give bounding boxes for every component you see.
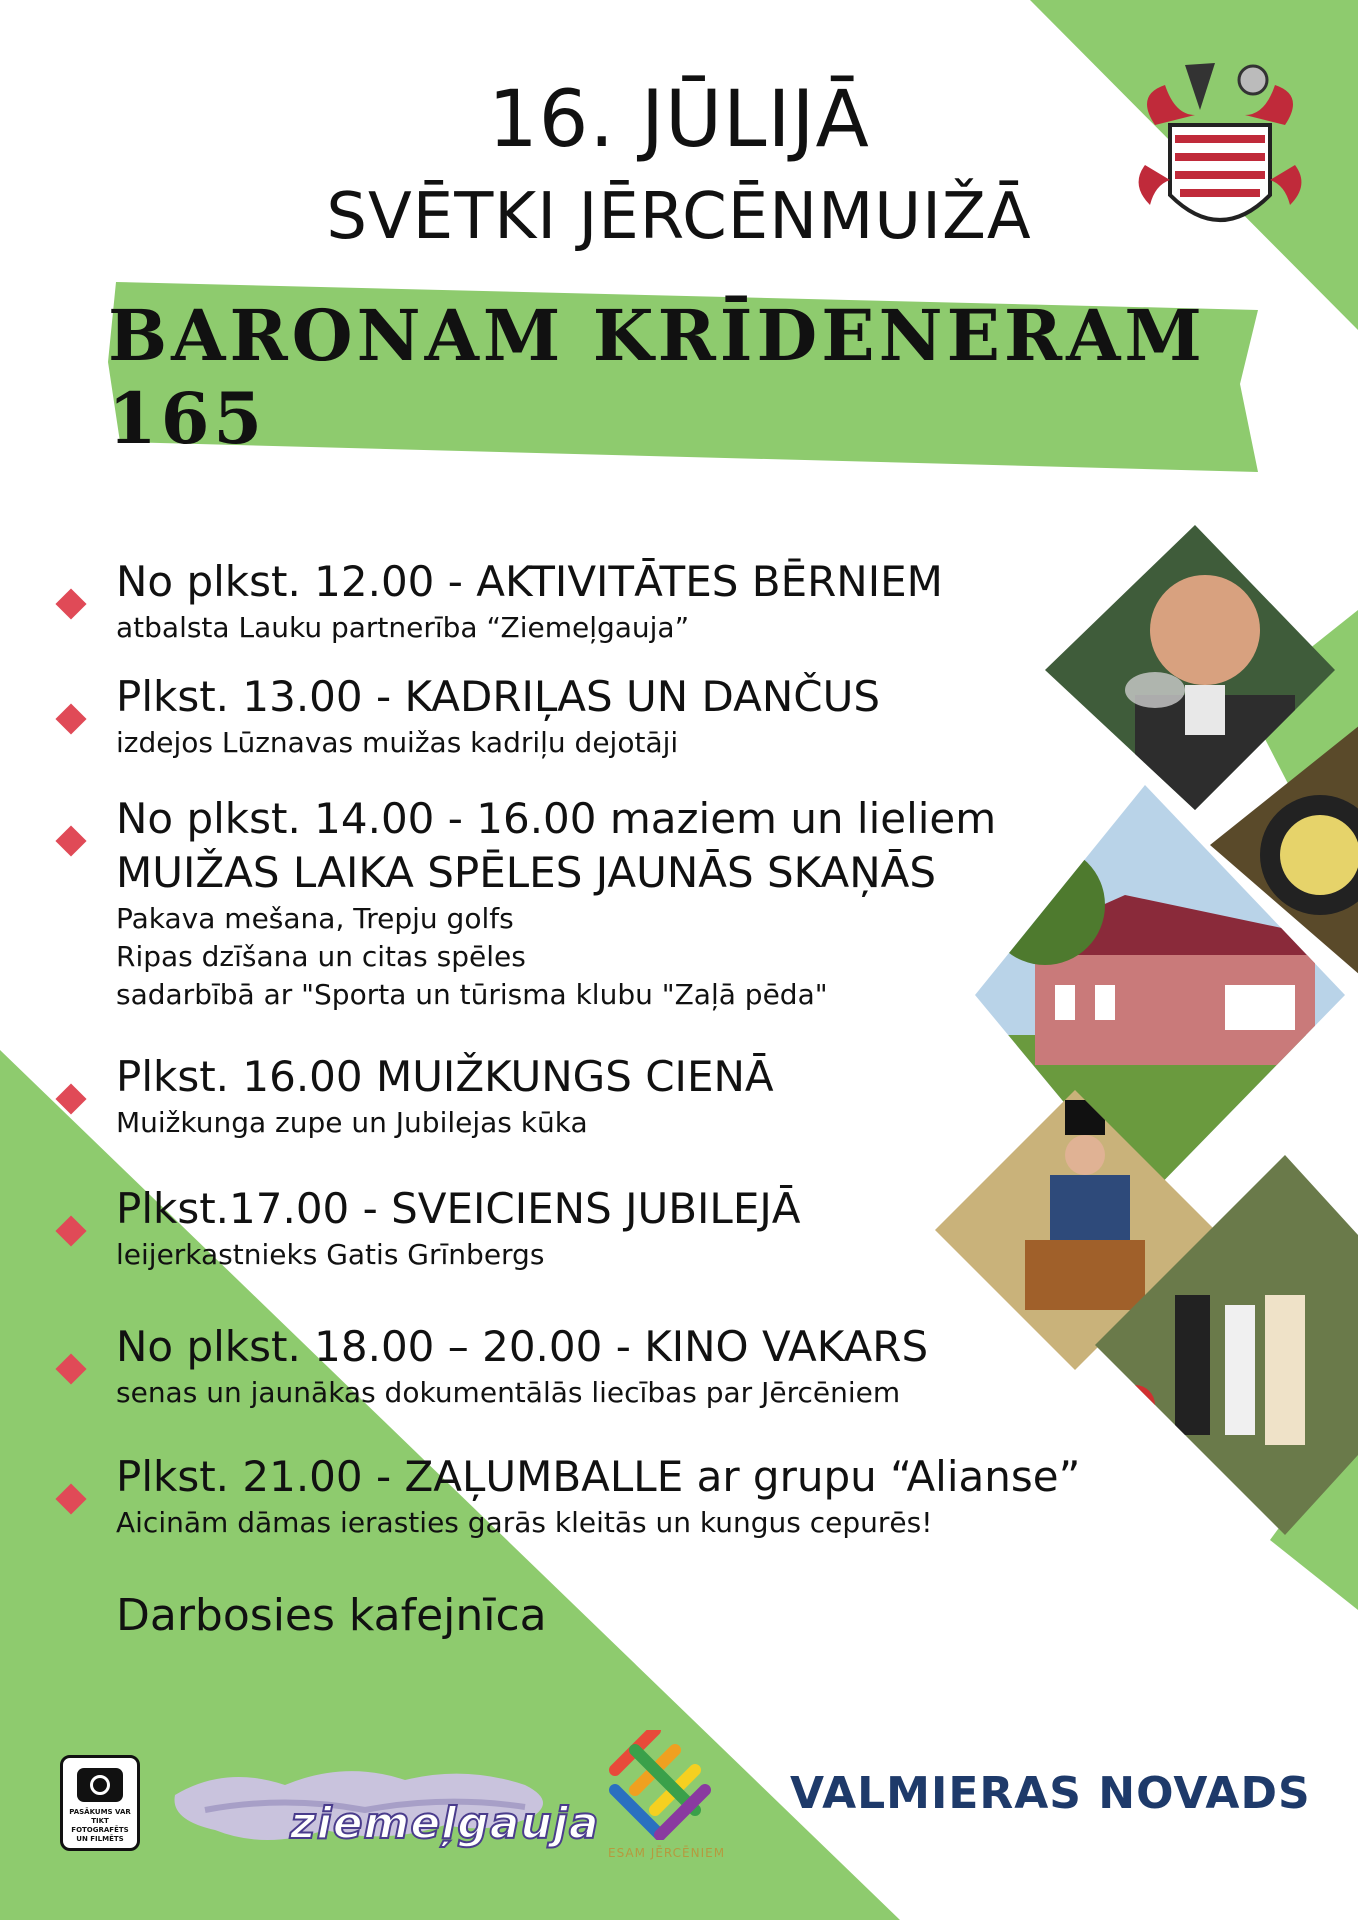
valmieras-novads-logo: VALMIERAS NOVADS: [790, 1768, 1311, 1819]
event-children-activities: [116, 555, 1116, 647]
ziemelgauja-logo: ziemeļgauja: [290, 1798, 600, 1849]
event-manor-lord: [116, 1050, 1116, 1142]
date-heading: 16. JŪLIJĀ: [488, 75, 870, 165]
event-sub-1: atbalsta Lauku partnerība “Ziemeļgauja”: [116, 611, 690, 644]
event-heading-6: No plkst. 18.00 – 20.00 - KINO VAKARS: [116, 1322, 929, 1371]
event-manor-games: [116, 792, 1116, 1014]
event-quadrilles: [116, 670, 1116, 762]
event-heading-2: Plkst. 13.00 - KADRIĻAS UN DANČUS: [116, 672, 881, 721]
event-cinema-evening: [116, 1320, 1116, 1412]
event-heading-3: No plkst. 14.00 - 16.00 maziem un lieliem: [116, 794, 997, 843]
costumes-photo: [1095, 1155, 1358, 1545]
camera-notice-badge: [60, 1755, 140, 1851]
banner-title: BARONAM KRĪDENERAM 165: [108, 294, 1206, 460]
event-sub-3a: Pakava mešana, Trepju golfs: [116, 902, 514, 935]
event-sub-5: leijerkastnieks Gatis Grīnbergs: [116, 1238, 545, 1271]
cafe-notice: Darbosies kafejnīca: [116, 1590, 547, 1641]
event-heading-3b: MUIŽAS LAIKA SPĒLES JAUNĀS SKAŅĀS: [116, 848, 937, 897]
camera-notice-text: PASĀKUMS VAR TIKT FOTOGRAFĒTS UN FILMĒTS: [69, 1808, 131, 1843]
event-sub-3c: sadarbībā ar "Sporta un tūrisma klubu "Zaļā pēda": [116, 978, 828, 1011]
event-heading-1: No plkst. 12.00 - AKTIVITĀTES BĒRNIEM: [116, 557, 943, 606]
event-sub-4: Muižkunga zupe un Jubilejas kūka: [116, 1106, 588, 1139]
event-sub-7: Aicinām dāmas ierasties garās kleitās un kungus cepurēs!: [116, 1506, 933, 1539]
event-sub-3b: Ripas dzīšana un citas spēles: [116, 940, 526, 973]
esam-jercenim-logo: ESAM JĒRCĒNIEM: [608, 1846, 726, 1860]
camera-icon: [77, 1768, 123, 1802]
event-heading-4: Plkst. 16.00 MUIŽKUNGS CIENĀ: [116, 1052, 774, 1101]
event-heading-5: Plkst.17.00 - SVEICIENS JUBILEJĀ: [116, 1184, 801, 1233]
event-jubilee-greeting: [116, 1182, 1116, 1274]
event-sub-6: senas un jaunākas dokumentālās liecības par Jērcēniem: [116, 1376, 901, 1409]
coat-of-arms-icon: [1125, 55, 1315, 245]
event-dance-party: [116, 1450, 1116, 1542]
event-heading-7: Plkst. 21.00 - ZAĻUMBALLE ar grupu “Alianse”: [116, 1452, 1081, 1501]
esam-jercenim-logo-icon: [600, 1730, 720, 1840]
event-sub-2: izdejos Lūznavas muižas kadriļu dejotāji: [116, 726, 679, 759]
event-heading: SVĒTKI JĒRCĒNMUIŽĀ: [326, 180, 1032, 254]
